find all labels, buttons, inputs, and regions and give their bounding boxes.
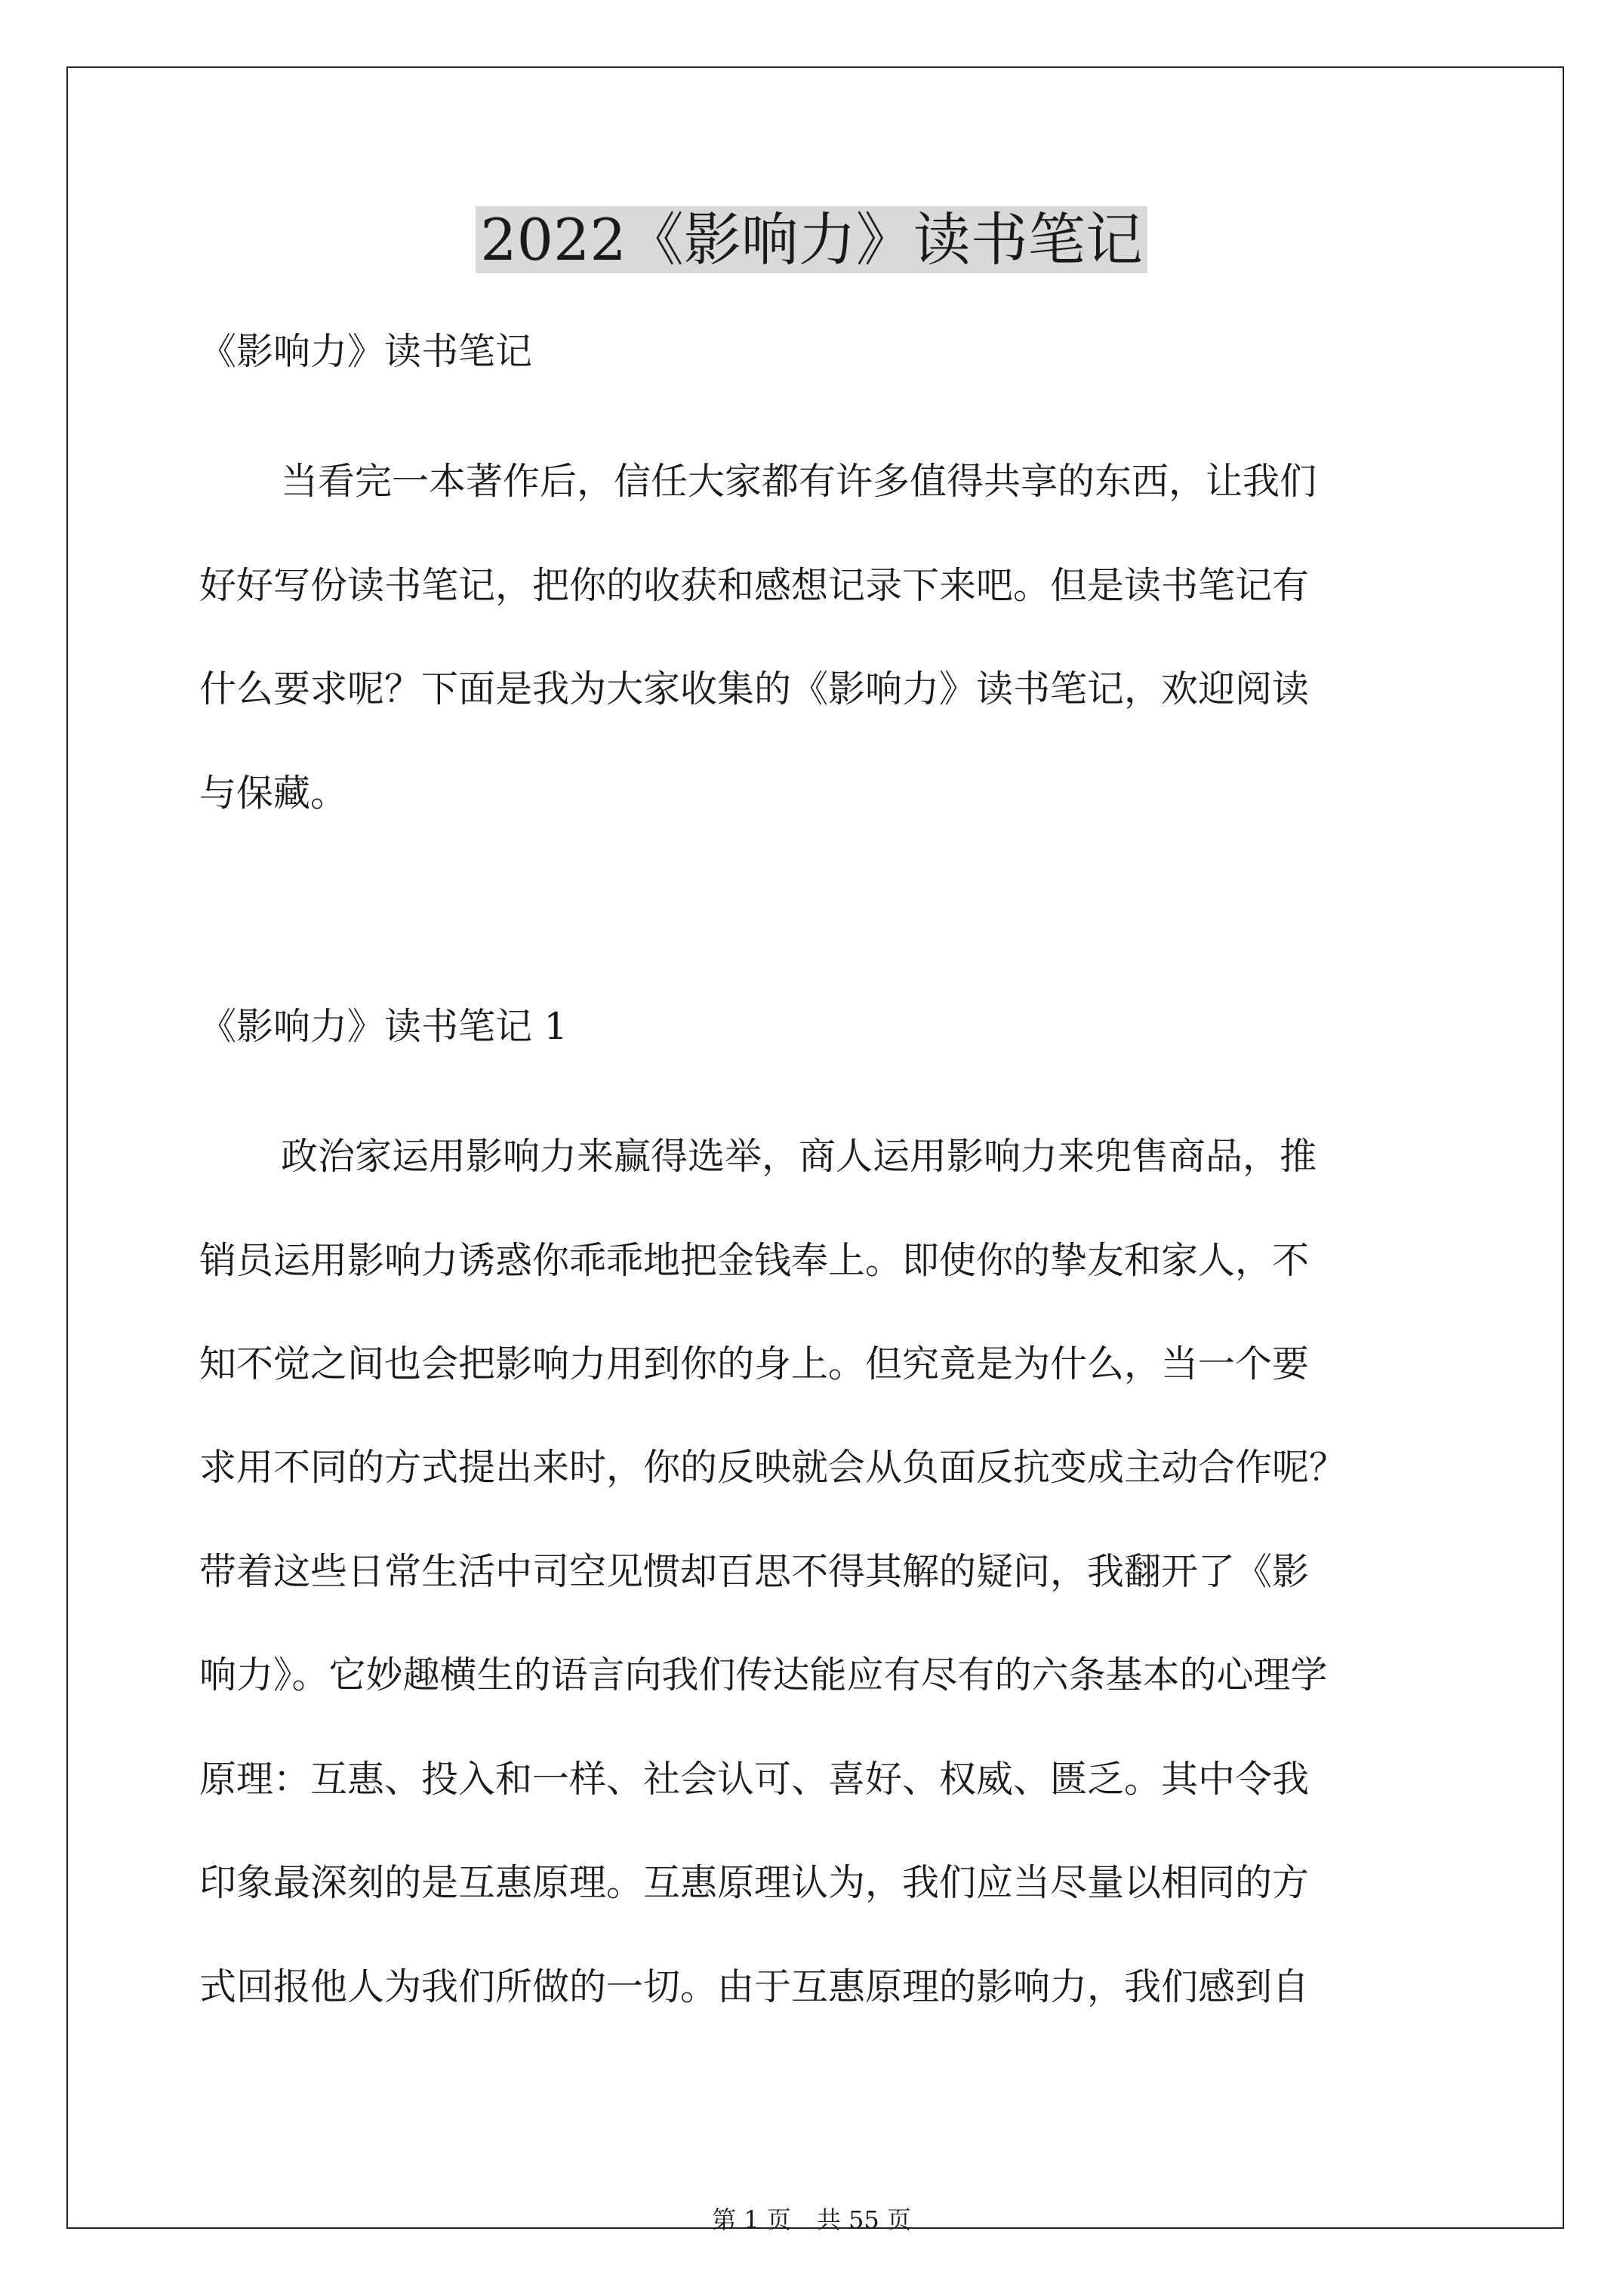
paragraph-line: 求用不同的方式提出来时，你的反映就会从负面反抗变成主动合作呢？ — [199, 1446, 1347, 1489]
document-title — [0, 202, 1623, 278]
paragraph-line: 知不觉之间也会把影响力用到你的身上。但究竟是为什么，当一个要 — [199, 1342, 1310, 1385]
paragraph-line: 销员运用影响力诱惑你乖乖地把金钱奉上。即使你的挚友和家人，不 — [199, 1239, 1310, 1282]
page-footer — [0, 2205, 1623, 2235]
section-heading: 《影响力》读书笔记 — [199, 330, 533, 373]
paragraph-line: 原理：互惠、投入和一样、社会认可、喜好、权威、匮乏。其中令我 — [199, 1758, 1310, 1801]
page-total: 共 55 页 — [816, 2205, 911, 2234]
paragraph-line: 政治家运用影响力来赢得选举，商人运用影响力来兜售商品，推 — [281, 1135, 1317, 1178]
paragraph-line: 好好写份读书笔记，把你的收获和感想记录下来吧。但是读书笔记有 — [199, 564, 1310, 607]
paragraph-line: 当看完一本著作后，信任大家都有许多值得共享的东西，让我们 — [281, 460, 1317, 503]
paragraph-line: 带着这些日常生活中司空见惯却百思不得其解的疑问，我翻开了《影 — [199, 1550, 1310, 1593]
paragraph-line: 响力》。它妙趣横生的语言向我们传达能应有尽有的六条基本的心理学 — [199, 1653, 1328, 1697]
paragraph-line: 印象最深刻的是互惠原理。互惠原理认为，我们应当尽量以相同的方 — [199, 1861, 1310, 1904]
paragraph-line: 与保藏。 — [199, 772, 348, 815]
paragraph-line: 什么要求呢？下面是我为大家收集的《影响力》读书笔记，欢迎阅读 — [199, 667, 1310, 710]
paragraph-line: 式回报他人为我们所做的一切。由于互惠原理的影响力，我们感到自 — [199, 1965, 1310, 2008]
section-heading: 《影响力》读书笔记 1 — [199, 1005, 568, 1048]
document-title-text: 2022《影响力》读书笔记 — [476, 206, 1147, 273]
page-number: 第 1 页 — [712, 2205, 791, 2234]
